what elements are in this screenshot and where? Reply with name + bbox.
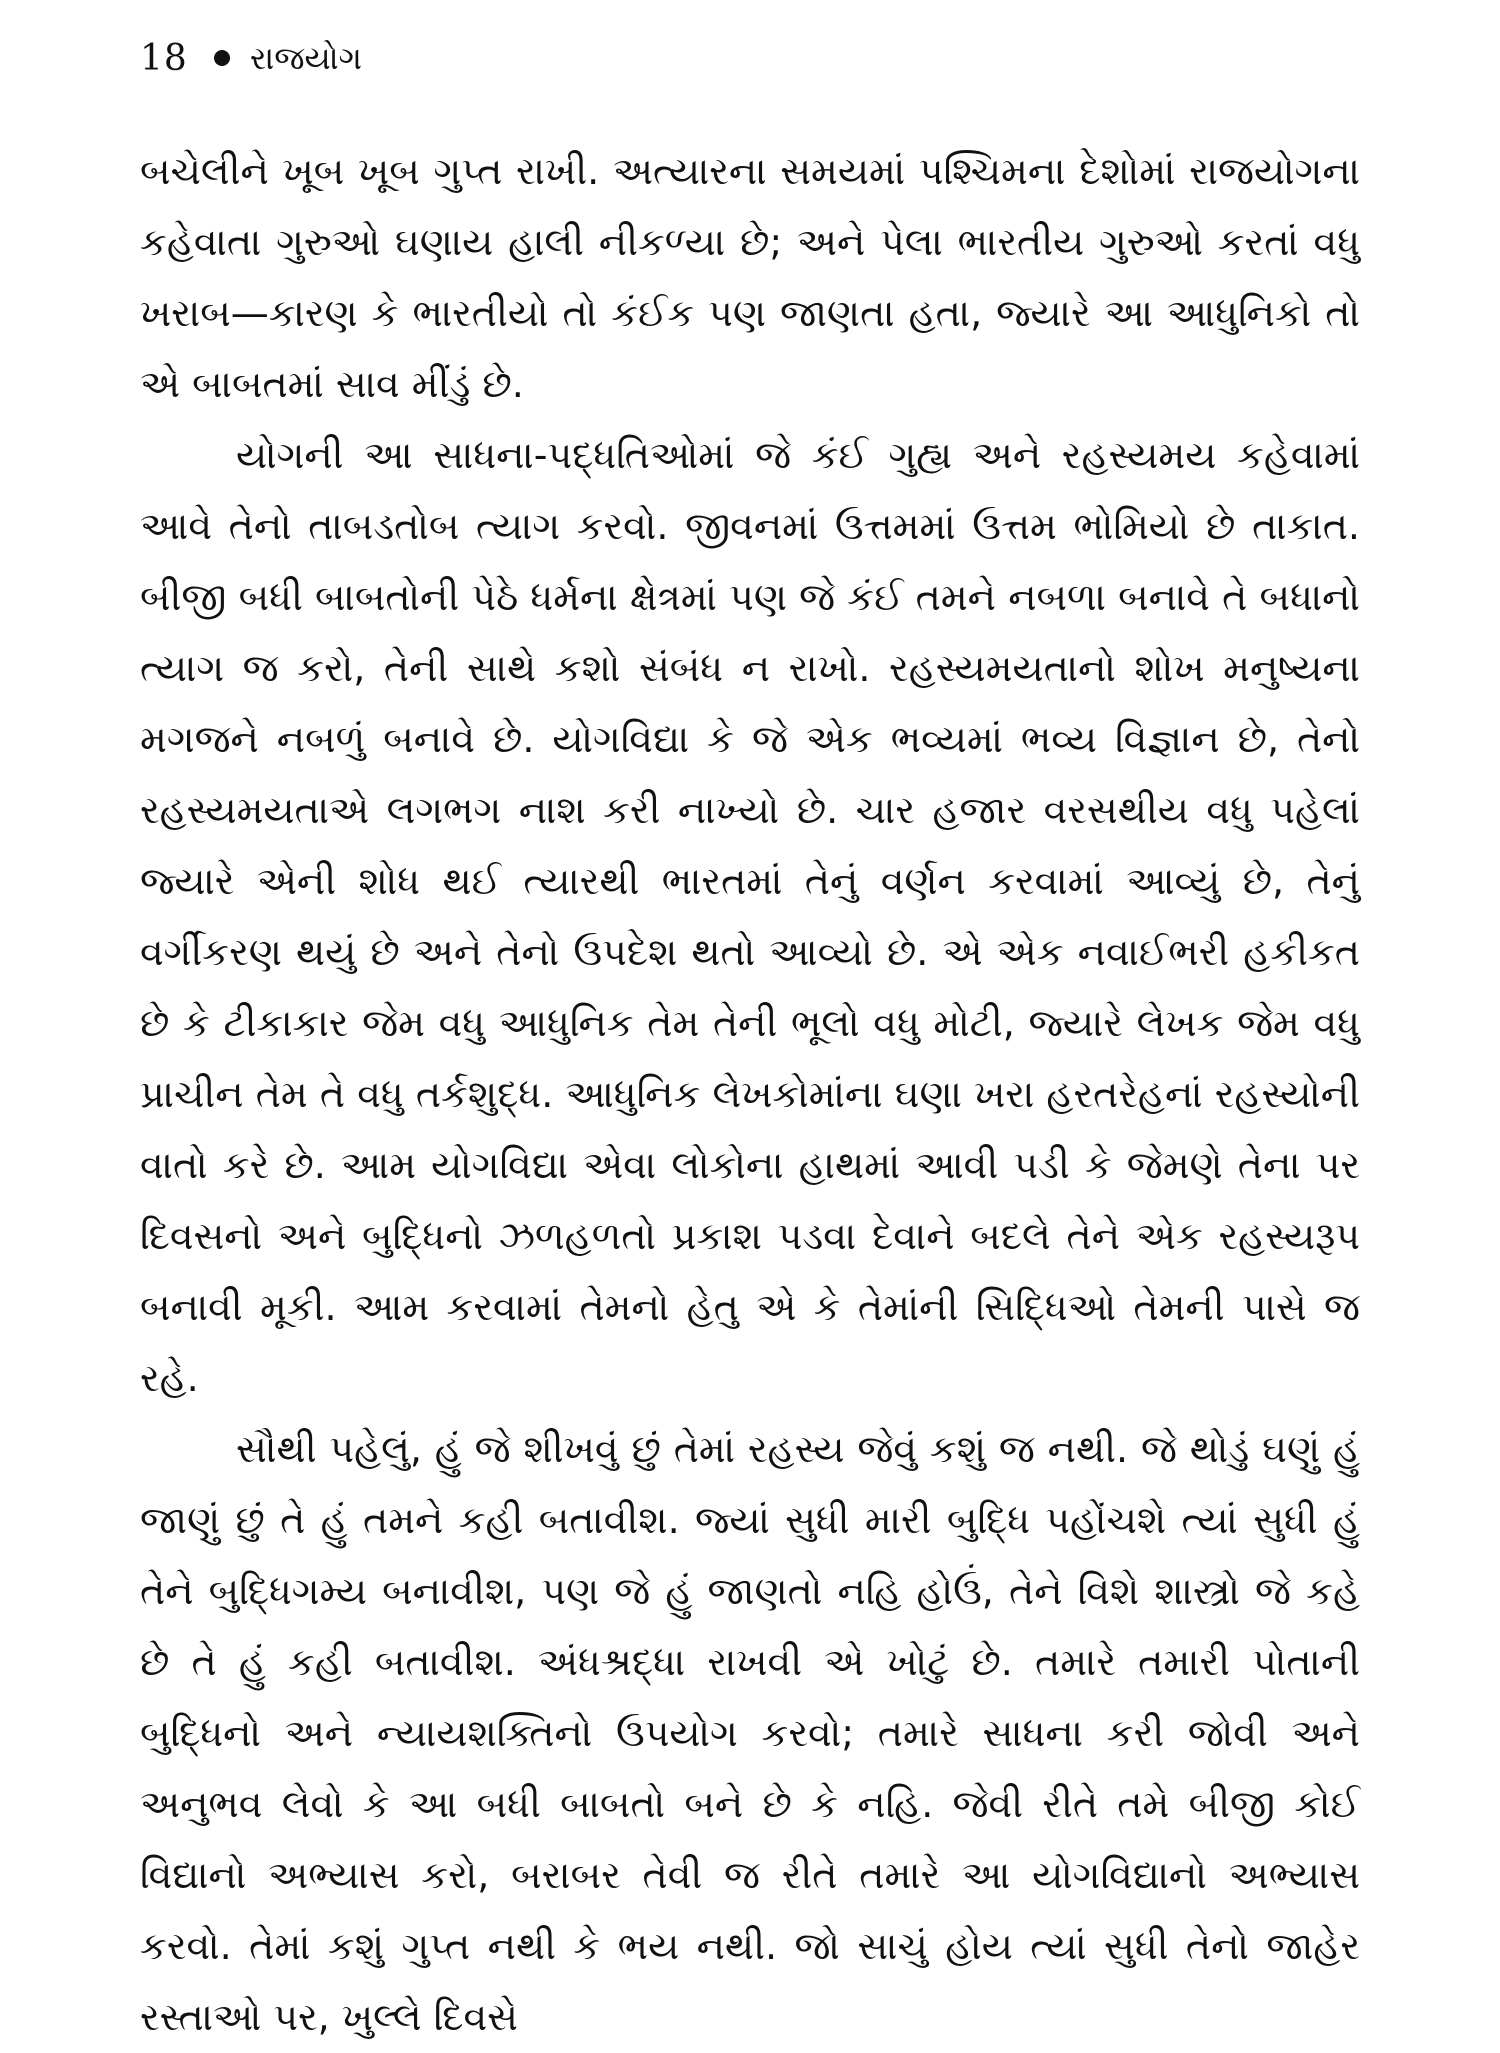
book-title: રાજયોગ <box>249 38 363 77</box>
paragraph-no-mystery: સૌથી પહેલું, હું જે શીખવું છું તેમાં રહસ્ય જેવું કશું જ નથી. જે થોડું ઘણું હું જાણું છું તે હું તમને કહી બતાવીશ. જ્યાં સુધી મારી બુદ્ધિ પહોંચશે ત્યાં સુધી હું તેને બુદ્ધિગમ્ય બનાવીશ, પણ જે હું જાણતો નહિ હોઉં, તેને વિશે શાસ્ત્રો જે કહે છે તે હું કહી બતાવીશ. અંધશ્રદ્ધા રાખવી એ ખોટું છે. તમારે તમારી પોતાની બુદ્ધિનો અને ન્યાયશક્તિનો ઉપયોગ કરવો; તમારે સાધના કરી જોવી અને અનુભવ લેવો કે આ બધી બાબતો બને છે કે નહિ. જેવી રીતે તમે બીજી કોઈ વિદ્યાનો અભ્યાસ કરો, બરાબર તેવી જ રીતે તમારે આ યોગવિદ્યાનો અભ્યાસ કરવો. તેમાં કશું ગુપ્ત નથી કે ભય નથી. જો સાચું હોય ત્યાં સુધી તેનો જાહેર રસ્તાઓ પર, ખુલ્લે દિવસે <box>140 1427 1360 2039</box>
paragraph-continuation: બચેલીને ખૂબ ખૂબ ગુપ્ત રાખી. અત્યારના સમયમાં પશ્ચિમના દેશોમાં રાજયોગના કહેવાતા ગુરુઓ ઘણાય હાલી નીકળ્યા છે; અને પેલા ભારતીય ગુરુઓ કરતાં વધુ ખરાબ—કારણ કે ભારતીયો તો કંઈક પણ જાણતા હતા, જ્યારે આ આધુનિકો તો એ બાબતમાં સાવ મીંડું છે. <box>140 149 1360 406</box>
running-header <box>140 28 1360 88</box>
bullet-icon <box>214 50 230 66</box>
book-page <box>140 28 1360 2053</box>
page-number: 18 <box>140 37 188 79</box>
paragraph-yoga-secrecy: યોગની આ સાધના-પદ્ધતિઓમાં જે કંઈ ગુહ્ય અને રહસ્યમય કહેવામાં આવે તેનો તાબડતોબ ત્યાગ કરવો. જીવનમાં ઉત્તમમાં ઉત્તમ ભોમિયો છે તાકાત. બીજી બધી બાબતોની પેઠે ધર્મના ક્ષેત્રમાં પણ જે કંઈ તમને નબળા બનાવે તે બધાનો ત્યાગ જ કરો, તેની સાથે કશો સંબંધ ન રાખો. રહસ્યમયતાનો શોખ મનુષ્યના મગજને નબળું બનાવે છે. યોગવિદ્યા કે જે એક ભવ્યમાં ભવ્ય વિજ્ઞાન છે, તેનો રહસ્યમયતાએ લગભગ નાશ કરી નાખ્યો છે. ચાર હજાર વરસથીય વધુ પહેલાં જ્યારે એની શોધ થઈ ત્યારથી ભારતમાં તેનું વર્ણન કરવામાં આવ્યું છે, તેનું વર્ગીકરણ થયું છે અને તેનો ઉપદેશ થતો આવ્યો છે. એ એક નવાઈભરી હકીકત છે કે ટીકાકાર જેમ વધુ આધુનિક તેમ તેની ભૂલો વધુ મોટી, જ્યારે લેખક જેમ વધુ પ્રાચીન તેમ તે વધુ તર્કશુદ્ધ. આધુનિક લેખકોમાંના ઘણા ખરા હરતરેહનાં રહસ્યોની વાતો કરે છે. આમ યોગવિદ્યા એવા લોકોના હાથમાં આવી પડી કે જેમણે તેના પર દિવસનો અને બુદ્ધિનો ઝળહળતો પ્રકાશ પડવા દેવાને બદલે તેને એક રહસ્યરૂપ બનાવી મૂકી. આમ કરવામાં તેમનો હેતુ એ કે તેમાંની સિદ્ધિઓ તેમની પાસે જ રહે. <box>140 433 1360 1400</box>
